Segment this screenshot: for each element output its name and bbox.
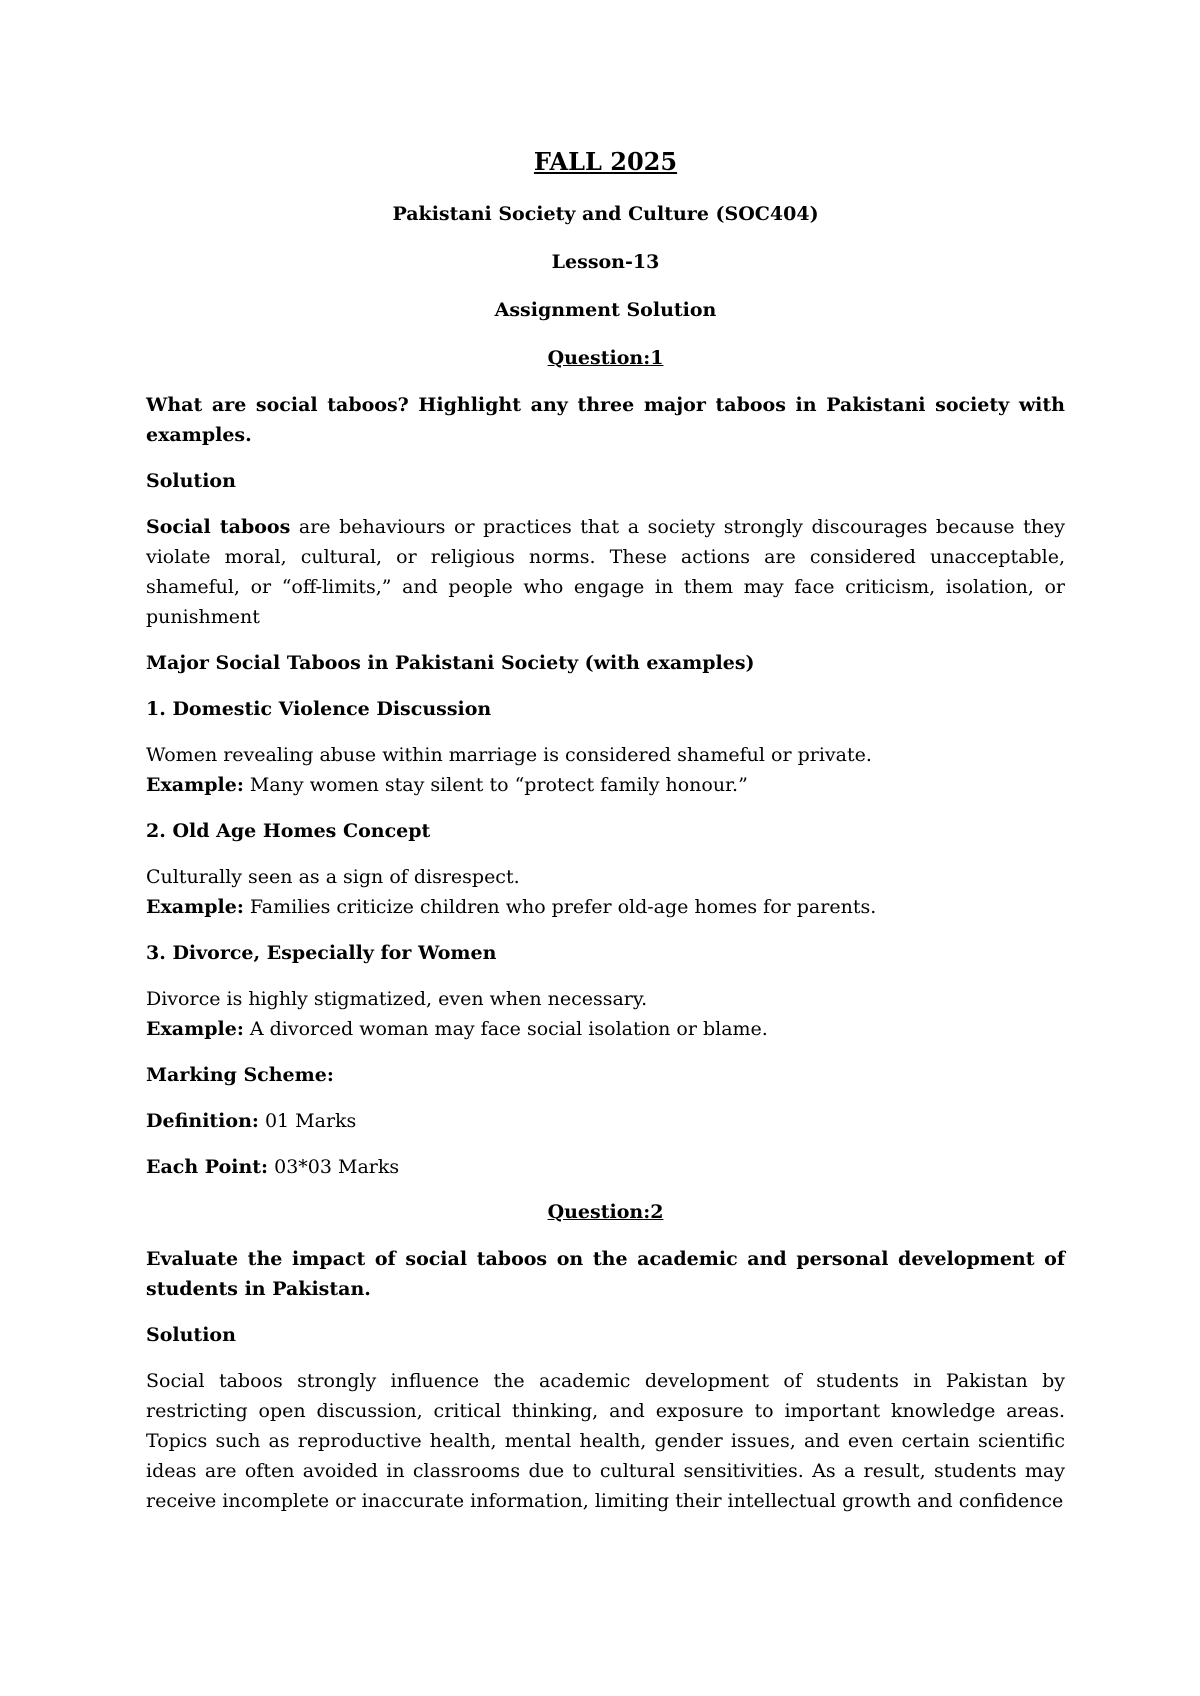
marking-label: Each Point: xyxy=(146,1156,269,1178)
taboo-1-example xyxy=(146,770,1065,800)
taboo-3-title: 3. Divorce, Especially for Women xyxy=(146,942,497,964)
taboo-1-body xyxy=(146,740,1065,800)
example-text: Families criticize children who prefer old-age homes for parents. xyxy=(243,896,877,918)
taboo-2-title: 2. Old Age Homes Concept xyxy=(146,820,431,842)
taboo-1-desc: Women revealing abuse within marriage is considered shameful or private. xyxy=(146,744,872,766)
taboo-2-body xyxy=(146,862,1065,922)
document-type: Assignment Solution xyxy=(494,299,717,321)
question-2-paragraph: Social taboos strongly influence the academic development of students in Pakistan by restricting open discussion, critical thinking, and exposure to important knowledge areas. Topics such as reproductive health, mental health, gender issues, and even certain scientific ideas are often avoided in classrooms due to cultural sensitivities. As a result, students may receive incomplete or inaccurate information, limiting their intellectual growth and confidence xyxy=(146,1370,1065,1512)
question-2-text: Evaluate the impact of social taboos on the academic and personal development of students in Pakistan. xyxy=(146,1248,1065,1300)
definition-text: are behaviours or practices that a society strongly discourages because they violate moral, cultural, or religious norms. These actions are considered unacceptable, shameful, or “off-limits,” and people who engage in them may face criticism, isolation, or punishment xyxy=(146,516,1065,628)
example-text: Many women stay silent to “protect family honour.” xyxy=(243,774,748,796)
example-label: Example: xyxy=(146,1018,244,1040)
definition-term: Social taboos xyxy=(146,516,291,538)
taboo-3-body xyxy=(146,984,1065,1044)
marking-value: 01 Marks xyxy=(258,1110,357,1132)
taboo-2-desc: Culturally seen as a sign of disrespect. xyxy=(146,866,520,888)
lesson-label: Lesson-13 xyxy=(551,251,660,273)
marking-each-point xyxy=(146,1152,1065,1182)
example-label: Example: xyxy=(146,896,244,918)
example-label: Example: xyxy=(146,774,244,796)
marking-scheme-heading: Marking Scheme: xyxy=(146,1064,334,1086)
question-2-solution-label: Solution xyxy=(146,1324,236,1346)
marking-label: Definition: xyxy=(146,1110,259,1132)
question-2-heading: Question:2 xyxy=(547,1201,664,1223)
taboo-3-example xyxy=(146,1014,1065,1044)
taboo-1-title: 1. Domestic Violence Discussion xyxy=(146,698,492,720)
example-text: A divorced woman may face social isolation or blame. xyxy=(243,1018,768,1040)
question-1-text: What are social taboos? Highlight any three major taboos in Pakistani society with examples. xyxy=(146,394,1065,446)
question-1-solution-label: Solution xyxy=(146,470,236,492)
taboo-3-desc: Divorce is highly stigmatized, even when necessary. xyxy=(146,988,648,1010)
taboo-2-example xyxy=(146,892,1065,922)
course-name: Pakistani Society and Culture (SOC404) xyxy=(392,203,819,225)
definition-paragraph xyxy=(146,512,1065,632)
page-title: FALL 2025 xyxy=(533,147,678,176)
question-1-heading: Question:1 xyxy=(547,347,664,369)
marking-definition xyxy=(146,1106,1065,1136)
marking-value: 03*03 Marks xyxy=(268,1156,400,1178)
major-taboos-heading: Major Social Taboos in Pakistani Society (with examples) xyxy=(146,652,755,674)
